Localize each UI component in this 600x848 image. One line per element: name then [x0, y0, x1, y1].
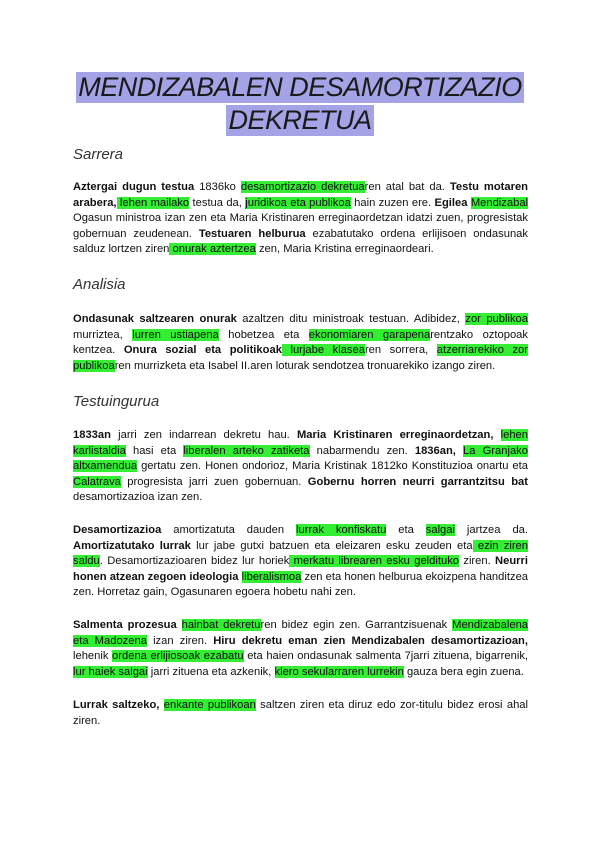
highlighted-text: enkante publikoan [163, 699, 256, 711]
paragraph-sarrera [73, 180, 528, 258]
highlighted-text: salgai [425, 524, 455, 536]
title-line-1: MENDIZABALEN DESAMORTIZAZIO [78, 72, 522, 102]
text-span: Salmenta prozesua [73, 619, 177, 631]
highlighted-text: hainbat dekretu [181, 619, 261, 631]
text-span: Amortizatutako lurrak [73, 539, 191, 552]
text-span: Lurrak saltzeko, [73, 699, 160, 711]
text-span [493, 429, 500, 441]
text-span: izan ziren. [146, 634, 214, 647]
highlighted-text: lurren ustiapena [132, 328, 219, 341]
highlighted-text: La Granjako altxamendua [73, 444, 528, 473]
text-span: eta haien ondasunak salmenta 7jarri zituena, bigarrenik, [243, 650, 529, 663]
text-span: jarri zituena eta azkenik, [147, 665, 275, 678]
highlighted-text: liberalismoa [241, 570, 302, 583]
paragraph-analisia [73, 312, 528, 374]
highlighted-text: klero sekularraren lurrekin [274, 665, 404, 678]
highlighted-text: juridikoa eta publikoa [245, 196, 351, 209]
highlighted-text: lehen karlistaldia [73, 429, 528, 457]
text-span: azaltzen ditu ministroak testuan. Adibidez, [236, 313, 466, 325]
text-span: ezabatutako ordena erlijisoen ondasunak salduz lortzen ziren [73, 227, 528, 256]
heading-sarrera: Sarrera [73, 146, 124, 163]
text-span [177, 619, 182, 631]
text-span: ziren. [459, 555, 496, 568]
text-span: eta [386, 524, 426, 536]
highlighted-text: Mendizabal [470, 196, 529, 209]
highlighted-text: lurrak konfiskatu [296, 524, 387, 536]
highlighted-text: ekonomiaren garapena [308, 328, 431, 341]
text-span: hobetzea eta [218, 328, 309, 341]
text-span: Gobernu horren neurri garrantzitsu bat [307, 475, 528, 488]
text-span: gertatu zen. Honen ondorioz, Maria Kristinak 1812ko Konstituzioa onartu eta [137, 460, 528, 473]
text-span: 1836an, [414, 444, 456, 457]
title-line-2: DEKRETUA [228, 105, 372, 135]
highlighted-text: atzerriarekiko zor publikoa [73, 344, 529, 372]
paragraph-testuingurua-3 [73, 618, 528, 680]
highlighted-text: ezin ziren saldu [73, 539, 528, 568]
heading-analisia: Analisia [73, 276, 126, 293]
text-span: Neurri honen atzean zegoen ideologia [73, 555, 528, 583]
text-span: ren sorrera, [364, 344, 437, 357]
highlighted-text: lur haiek salgai [73, 665, 148, 678]
text-span: desamortizazioa izan zen. [73, 491, 203, 504]
text-span: gauza bera egin zuena. [403, 665, 524, 678]
text-span: progresista jarri zuen gobernuan. [120, 475, 308, 488]
text-span: 1836ko [194, 181, 241, 193]
text-span: nabarmendu zen. [309, 444, 415, 457]
text-span: Testuaren helburua [198, 227, 306, 240]
text-span: saltzen ziren eta diruz edo zor-titulu bidez erosi ahal ziren. [73, 699, 529, 727]
text-span: Ondasunak saltzearen onurak [73, 313, 237, 325]
paragraph-testuingurua-4 [73, 698, 528, 729]
document-title [0, 72, 600, 136]
highlighted-text: zor publikoa [465, 313, 528, 325]
highlighted-text: lurjabe klasea [281, 344, 365, 357]
text-span: hasi eta [125, 444, 184, 457]
text-span: lur jabe gutxi batzuen eta eleizaren esku zeuden eta [190, 539, 473, 552]
text-span: jarri zen indarrean dekretu hau. [110, 429, 297, 441]
text-span: Desamortizazioa [73, 524, 162, 536]
text-span: Egilea [434, 196, 468, 209]
highlighted-text: ordena erlijiosoak ezabatu [112, 650, 244, 663]
highlighted-text: Calatrava [73, 475, 121, 488]
text-span: hain zuzen ere. [350, 196, 435, 209]
text-span: Aztergai dugun testua [73, 181, 195, 193]
text-span: ren murrizketa eta Isabel II.aren loturak sendotzea tronuarekiko izango ziren. [114, 359, 496, 372]
text-span: jartzea da. [454, 524, 528, 536]
text-span: Testu motaren arabera, [73, 181, 529, 209]
highlighted-text: lehen mailako [116, 196, 190, 209]
highlighted-text: merkatu librearen esku geldituko [289, 555, 460, 568]
highlighted-text: onurak aztertzea [169, 243, 256, 256]
text-span: lehenik [73, 650, 113, 663]
text-span: zen eta honen helburua ekoizpena handitzea zen. Horretaz gain, Ogasunaren egoera hobetu nahi zen. [73, 570, 529, 599]
text-span: Maria Kristinaren erreginaordetzan, [296, 429, 494, 441]
highlighted-text: desamortizazio dekretua [240, 181, 365, 193]
paragraph-testuingurua-2 [73, 523, 528, 601]
text-span: ren atal bat da. [364, 181, 450, 193]
text-span: zen, Maria Kristina erreginaordeari. [255, 243, 434, 256]
text-span: amortizatuta dauden [161, 524, 297, 536]
text-span: testua da, [189, 196, 246, 209]
paragraph-testuingurua-1 [73, 428, 528, 506]
highlighted-text: Mendizabalena eta Madozena [73, 619, 529, 647]
text-span: ren bidez egin zen. Garrantzisuenak [260, 619, 453, 631]
text-span: Onura sozial eta politikoak [123, 344, 282, 357]
highlighted-text: liberalen arteko zatiketa [183, 444, 310, 457]
text-span: rentzako oztopoak kentzea. [73, 328, 528, 357]
text-span: . Desamortizazioaren bidez lur horiek [99, 555, 290, 568]
text-span: 1833an [73, 429, 111, 441]
text-span: murriztea, [73, 328, 133, 341]
text-span: Ogasun ministroa izan zen eta Maria Kristinaren erreginaordetzan idatzi zuen, progresistak gobernuan zeudenean. [73, 212, 528, 240]
heading-testuingurua: Testuingurua [73, 393, 160, 410]
text-span [456, 445, 463, 457]
text-span: Hiru dekretu eman zien Mendizabalen desamortizazioan, [213, 634, 528, 647]
